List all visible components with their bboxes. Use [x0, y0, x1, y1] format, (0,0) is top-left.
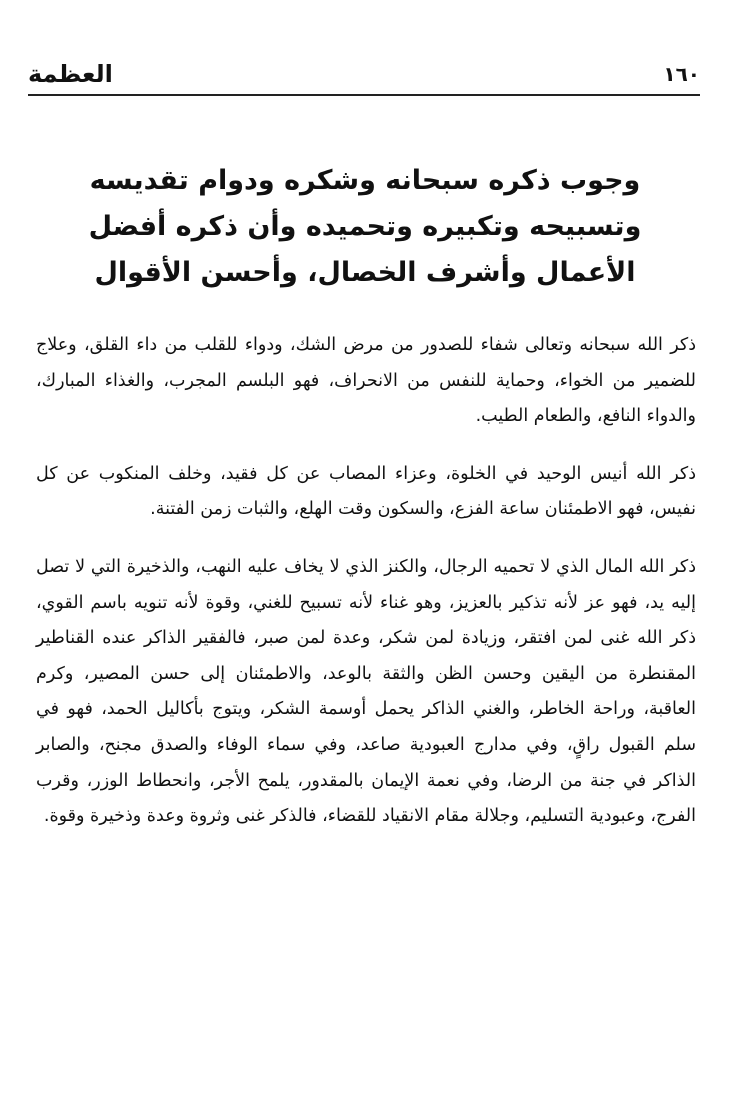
page-number: ١٦٠ [663, 62, 700, 86]
paragraph-1: ذكر الله سبحانه وتعالى شفاء للصدور من مرض الشك، ودواء للقلب من داء القلق، وعلاج للضمير من الخواء، وحماية للنفس من الانحراف، فهو البلسم المجرب، والغذاء المبارك، والدواء النافع، والطعام الطيب. [36, 335, 696, 427]
body-text [36, 328, 696, 857]
paragraph-2: ذكر الله أنيس الوحيد في الخلوة، وعزاء المصاب عن كل فقيد، وخلف المنكوب عن كل نفيس، فهو الاطمئنان ساعة الفزع، والسكون وقت الهلع، والثبات زمن الفتنة. [36, 463, 696, 520]
running-title: العظمة [28, 60, 113, 88]
header-divider [28, 94, 700, 96]
paragraph-3: ذكر الله المال الذي لا تحميه الرجال، والكنز الذي لا يخاف عليه النهب، والذخيرة التي لا تصل إليه يد، فهو عز لأنه تذكير بالعزيز، وهو غناء لأنه تسبيح للغني، وقوة لأنه تنويه باسم القوي، ذكر الله غنى لمن افتقر، وزيادة لمن شكر، وعدة لمن صبر، فالفقير الذاكر عنده القناطير المقنطرة من اليقين وحسن الظن والثقة بالوعد، والاطمئنان إلى حسن المصير، وكرم العاقبة، وراحة الخاطر، والغني الذاكر يحمل أوسمة الشكر، ويتوج بأكاليل الحمد، فهو في سلم القبول راقٍ، وفي مدارج العبودية صاعد، وفي سماء الوفاء والصدق مجنح، والصابر الذاكر في جنة من الرضا، وفي نعمة الإيمان بالمقدور، يلمح الأجر، وانحطاط الوزر، وقرب الفرج، وعبودية التسليم، وجلالة مقام الانقياد للقضاء، فالذكر غنى وثروة وعدة وذخيرة وقوة. [36, 556, 696, 827]
chapter-title: وجوب ذكره سبحانه وشكره ودوام تقديسه وتسبيحه وتكبيره وتحميده وأن ذكره أفضل الأعمال وأشرف الخصال، وأحسن الأقوال [88, 165, 642, 288]
page-header [28, 54, 700, 94]
